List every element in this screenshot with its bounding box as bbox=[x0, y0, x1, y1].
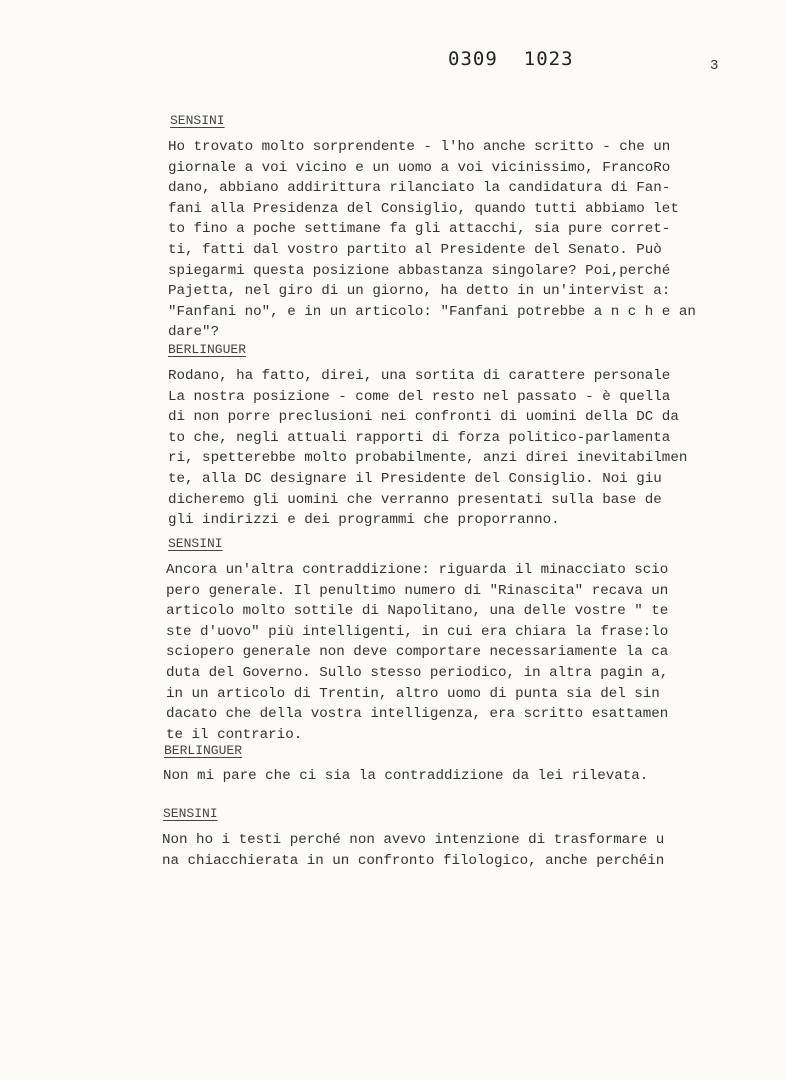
document-number bbox=[448, 48, 600, 70]
text-line: ri, spetterebbe molto probabilmente, anzi direi inevitabilmen bbox=[168, 450, 688, 467]
question-paragraph bbox=[166, 560, 668, 745]
question-paragraph bbox=[162, 830, 664, 871]
question-paragraph bbox=[168, 137, 696, 343]
text-line: ste d'uovo" più intelligenti, in cui era chiara la frase:lo bbox=[166, 623, 669, 640]
text-line: in un articolo di Trentin, altro uomo di punta sia del sin bbox=[166, 685, 660, 702]
text-line: te, alla DC designare il Presidente del Consiglio. Noi giu bbox=[168, 470, 662, 487]
text-line: to che, negli attuali rapporti di forza politico-parlamenta bbox=[168, 429, 671, 446]
text-line: te il contrario. bbox=[166, 726, 303, 743]
text-line: spiegarmi questa posizione abbastanza singolare? Poi,perché bbox=[168, 262, 671, 279]
document-number-part-b: 1023 bbox=[523, 48, 574, 70]
text-line: dicheremo gli uomini che verranno presentati sulla base de bbox=[168, 491, 662, 508]
text-line: to fino a poche settimane fa gli attacchi, sia pure corret- bbox=[168, 221, 671, 238]
answer-paragraph bbox=[163, 766, 648, 787]
text-line: articolo molto sottile di Napolitano, una delle vostre " te bbox=[166, 603, 669, 620]
text-line: sciopero generale non deve comportare necessariamente la ca bbox=[166, 644, 669, 661]
page-number: 3 bbox=[710, 58, 719, 74]
text-line: duta del Governo. Sullo stesso periodico, in altra pagin a, bbox=[166, 664, 669, 681]
speaker-label: SENSINI bbox=[163, 806, 218, 821]
text-line: Rodano, ha fatto, direi, una sortita di carattere personale bbox=[168, 368, 671, 384]
text-line: Non ho i testi perché non avevo intenzione di trasformare u bbox=[162, 832, 665, 848]
text-line: gli indirizzi e dei programmi che proporranno. bbox=[168, 512, 560, 529]
text-line: Non mi pare che ci sia la contraddizione da lei rilevata. bbox=[163, 768, 649, 784]
text-line: dacato che della vostra intelligenza, era scritto esattamen bbox=[166, 706, 669, 723]
answer-paragraph bbox=[168, 366, 687, 531]
document-number-part-a: 0309 bbox=[448, 48, 498, 70]
text-line: giornale a voi vicino e un uomo a voi vicinissimo, FrancoRo bbox=[168, 159, 671, 176]
text-line: Ancora un'altra contraddizione: riguarda il minacciato scio bbox=[166, 562, 669, 578]
speaker-label: SENSINI bbox=[168, 536, 223, 551]
text-line: di non porre preclusioni nei confronti di uomini della DC da bbox=[168, 409, 679, 426]
text-line: Pajetta, nel giro di un giorno, ha detto in un'intervist a: bbox=[168, 283, 671, 300]
speaker-label: BERLINGUER bbox=[168, 342, 247, 357]
text-line: La nostra posizione - come del resto nel passato - è quella bbox=[168, 388, 671, 405]
text-line: dare"? bbox=[168, 324, 220, 341]
text-line: ti, fatti dal vostro partito al Presidente del Senato. Può bbox=[168, 241, 662, 258]
speaker-label: BERLINGUER bbox=[164, 743, 243, 758]
text-line: dano, abbiano addirittura rilanciato la candidatura di Fan- bbox=[168, 180, 671, 197]
text-line: Ho trovato molto sorprendente - l'ho anche scritto - che un bbox=[168, 139, 671, 155]
text-line: na chiacchierata in un confronto filologico, anche perchéin bbox=[162, 852, 665, 869]
text-line: "Fanfani no", e in un articolo: "Fanfani potrebbe a n c h e an bbox=[168, 303, 696, 320]
text-line: fani alla Presidenza del Consiglio, quando tutti abbiamo let bbox=[168, 200, 679, 217]
text-line: pero generale. Il penultimo numero di "Rinascita" recava un bbox=[166, 582, 669, 599]
speaker-label: SENSINI bbox=[170, 113, 225, 128]
